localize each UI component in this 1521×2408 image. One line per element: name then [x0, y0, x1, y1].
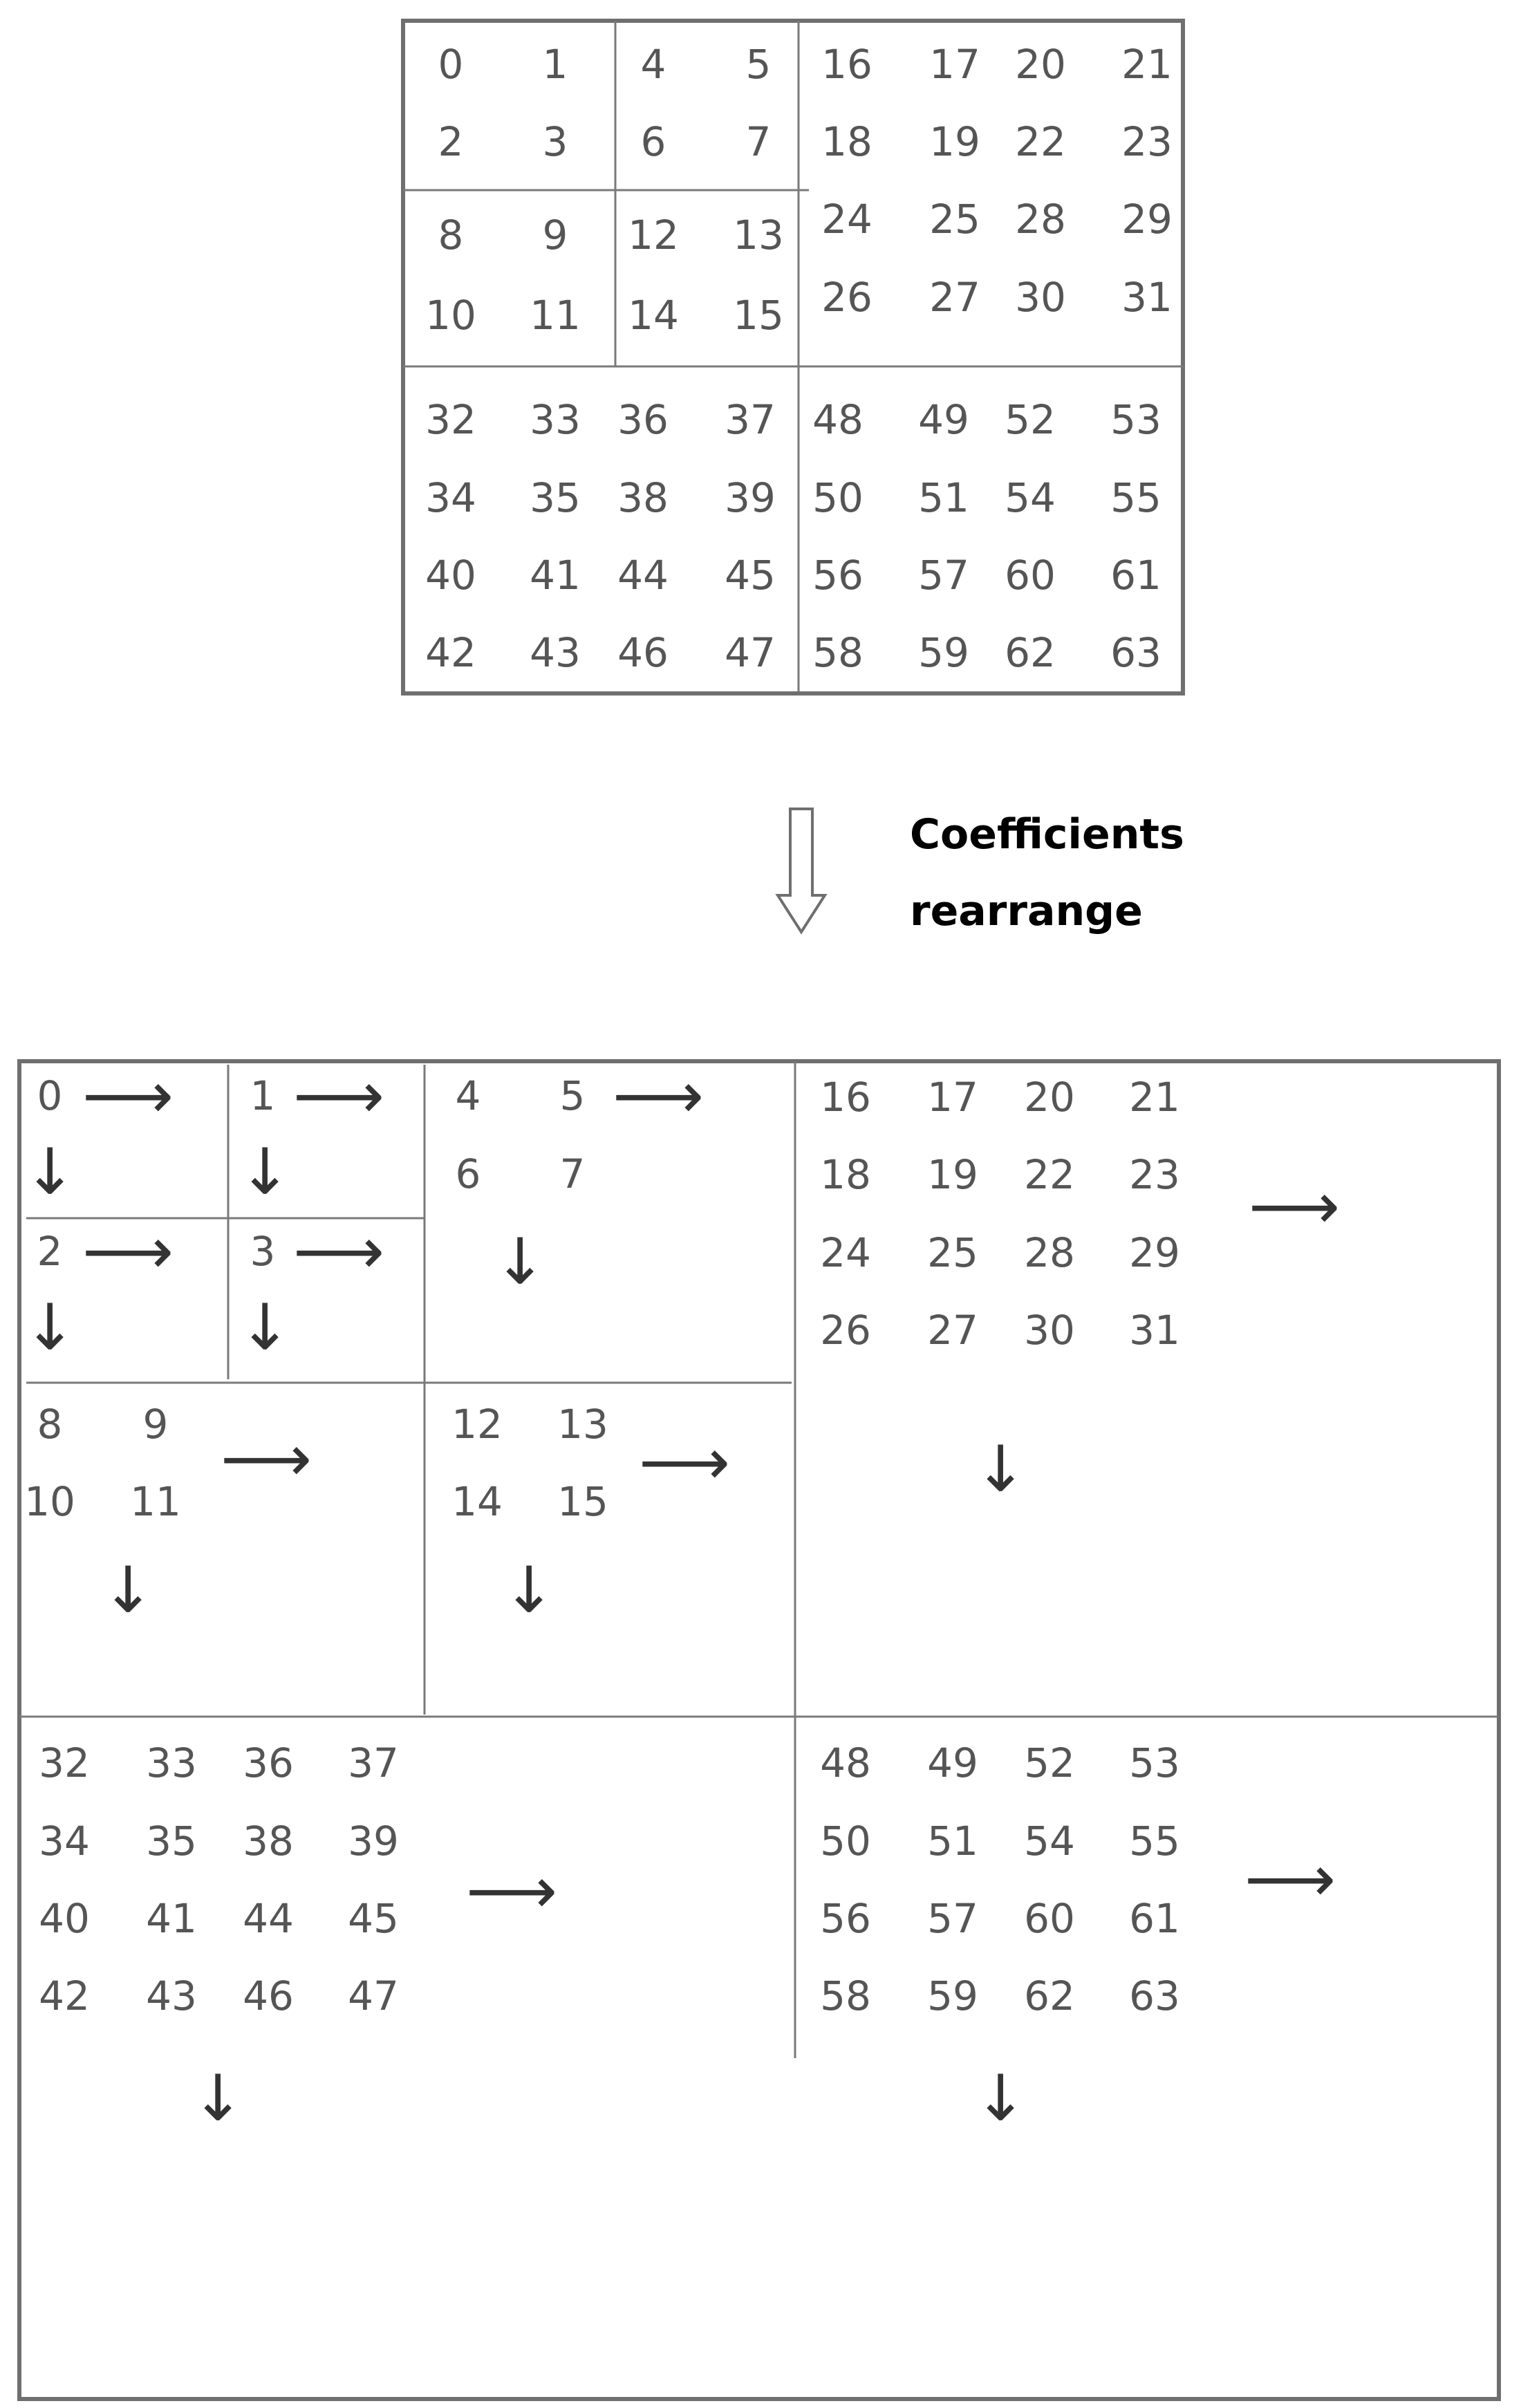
- top-coefficient-36: 36: [617, 396, 669, 443]
- right-arrow-block16: ⟶: [1249, 1169, 1340, 1244]
- bottom-coefficient-22: 22: [1024, 1151, 1075, 1198]
- top-coefficient-55: 55: [1110, 474, 1161, 521]
- top-coefficient-33: 33: [530, 396, 581, 443]
- bottom-coefficient-3: 3: [250, 1228, 276, 1275]
- bottom-coefficient-49: 49: [927, 1739, 978, 1786]
- top-coefficient-63: 63: [1110, 629, 1161, 676]
- top-coefficient-59: 59: [918, 629, 969, 676]
- down-arrow-after-1: ↓: [238, 1135, 292, 1209]
- bottom-coefficient-30: 30: [1024, 1307, 1075, 1354]
- transition: [778, 809, 1184, 935]
- top-coefficient-18: 18: [821, 118, 873, 165]
- top-coefficient-22: 22: [1015, 118, 1066, 165]
- top-coefficient-21: 21: [1121, 41, 1173, 88]
- top-coefficient-12: 12: [628, 212, 679, 259]
- top-coefficient-20: 20: [1015, 41, 1066, 88]
- bottom-coefficient-23: 23: [1129, 1151, 1180, 1198]
- bottom-coefficient-2: 2: [37, 1228, 63, 1275]
- bottom-coefficient-51: 51: [927, 1818, 978, 1865]
- top-coefficient-16: 16: [821, 41, 873, 88]
- top-coefficient-62: 62: [1005, 629, 1056, 676]
- top-coefficient-1: 1: [542, 41, 568, 88]
- down-arrow-block16: ↓: [973, 1432, 1027, 1506]
- top-coefficient-4: 4: [640, 41, 666, 88]
- hollow-down-arrow-icon: [778, 809, 825, 932]
- transition-label-line1: Coefficients: [910, 810, 1184, 859]
- top-coefficient-35: 35: [530, 474, 581, 521]
- bottom-coefficient-52: 52: [1024, 1739, 1075, 1786]
- bottom-coefficient-24: 24: [820, 1229, 871, 1276]
- down-arrow-block48: ↓: [973, 2061, 1027, 2136]
- bottom-coefficient-34: 34: [39, 1818, 90, 1865]
- top-coefficient-26: 26: [821, 274, 873, 321]
- bottom-coefficient-26: 26: [820, 1307, 871, 1354]
- top-coefficient-53: 53: [1110, 396, 1161, 443]
- right-arrow-after-3: ⟶: [293, 1214, 384, 1289]
- bottom-coefficient-50: 50: [820, 1818, 871, 1865]
- bottom-coefficient-41: 41: [146, 1895, 197, 1942]
- bottom-coefficient-19: 19: [927, 1151, 978, 1198]
- bottom-coefficient-55: 55: [1129, 1818, 1180, 1865]
- top-coefficient-49: 49: [918, 396, 969, 443]
- right-arrow-block4: ⟶: [613, 1058, 704, 1133]
- top-coefficient-19: 19: [929, 118, 980, 165]
- top-coefficient-39: 39: [725, 474, 776, 521]
- right-arrow-block48: ⟶: [1244, 1842, 1336, 1916]
- top-coefficient-0: 0: [438, 41, 464, 88]
- down-arrow-block8: ↓: [101, 1553, 155, 1627]
- bottom-coefficient-29: 29: [1129, 1229, 1180, 1276]
- bottom-coefficient-5: 5: [559, 1072, 586, 1119]
- bottom-coefficient-61: 61: [1129, 1895, 1180, 1942]
- bottom-coefficient-44: 44: [243, 1895, 294, 1942]
- top-coefficient-58: 58: [812, 629, 864, 676]
- top-coefficient-47: 47: [725, 629, 776, 676]
- right-arrow-block8: ⟶: [221, 1421, 312, 1496]
- bottom-coefficient-8: 8: [37, 1401, 63, 1448]
- down-arrow-block32: ↓: [191, 2061, 245, 2136]
- top-coefficient-38: 38: [617, 474, 669, 521]
- right-arrow-block12: ⟶: [639, 1425, 730, 1500]
- bottom-coefficient-42: 42: [39, 1972, 90, 2019]
- down-arrow-block4: ↓: [493, 1224, 547, 1299]
- right-arrow-after-2: ⟶: [82, 1214, 174, 1289]
- top-coefficient-9: 9: [542, 212, 568, 259]
- top-coefficient-56: 56: [812, 552, 864, 599]
- top-coefficient-60: 60: [1005, 552, 1056, 599]
- bottom-coefficient-11: 11: [130, 1478, 181, 1525]
- bottom-coefficient-28: 28: [1024, 1229, 1075, 1276]
- bottom-coefficient-1: 1: [250, 1072, 276, 1119]
- bottom-coefficient-17: 17: [927, 1074, 978, 1121]
- top-coefficient-2: 2: [438, 118, 464, 165]
- top-coefficient-41: 41: [530, 552, 581, 599]
- bottom-coefficient-20: 20: [1024, 1074, 1075, 1121]
- bottom-coefficient-33: 33: [146, 1739, 197, 1786]
- top-coefficient-29: 29: [1121, 196, 1173, 243]
- bottom-coefficient-62: 62: [1024, 1972, 1075, 2019]
- bottom-coefficient-10: 10: [24, 1478, 75, 1525]
- bottom-grid-lines: [19, 1058, 1499, 2399]
- top-coefficient-30: 30: [1015, 274, 1066, 321]
- down-arrow-after-3: ↓: [238, 1290, 292, 1365]
- bottom-coefficient-4: 4: [455, 1072, 481, 1119]
- bottom-coefficient-47: 47: [348, 1972, 399, 2019]
- down-arrow-after-0: ↓: [23, 1135, 77, 1209]
- top-coefficient-61: 61: [1110, 552, 1161, 599]
- down-arrow-after-2: ↓: [23, 1290, 77, 1365]
- bottom-coefficient-43: 43: [146, 1972, 197, 2019]
- bottom-coefficient-27: 27: [927, 1307, 978, 1354]
- bottom-grid-content: [23, 1059, 1339, 2136]
- top-coefficient-45: 45: [725, 552, 776, 599]
- bottom-coefficient-25: 25: [927, 1229, 978, 1276]
- top-coefficient-40: 40: [425, 552, 476, 599]
- bottom-coefficient-38: 38: [243, 1818, 294, 1865]
- top-coefficient-23: 23: [1121, 118, 1173, 165]
- bottom-coefficient-0: 0: [37, 1072, 63, 1119]
- bottom-coefficient-37: 37: [348, 1739, 399, 1786]
- bottom-coefficient-36: 36: [243, 1739, 294, 1786]
- bottom-coefficient-40: 40: [39, 1895, 90, 1942]
- bottom-coefficient-35: 35: [146, 1818, 197, 1865]
- top-coefficient-8: 8: [438, 212, 464, 259]
- bottom-coefficient-39: 39: [348, 1818, 399, 1865]
- top-coefficient-28: 28: [1015, 196, 1066, 243]
- top-coefficient-46: 46: [617, 629, 669, 676]
- bottom-coefficient-21: 21: [1129, 1074, 1180, 1121]
- bottom-coefficient-60: 60: [1024, 1895, 1075, 1942]
- top-coefficient-44: 44: [617, 552, 669, 599]
- top-coefficient-3: 3: [542, 118, 568, 165]
- top-coefficient-11: 11: [530, 292, 581, 339]
- top-coefficient-10: 10: [425, 292, 476, 339]
- top-coefficient-7: 7: [745, 118, 772, 165]
- top-coefficient-15: 15: [733, 292, 784, 339]
- top-coefficient-54: 54: [1005, 474, 1056, 521]
- bottom-coefficient-59: 59: [927, 1972, 978, 2019]
- top-coefficient-24: 24: [821, 196, 873, 243]
- bottom-coefficient-46: 46: [243, 1972, 294, 2019]
- top-coefficient-50: 50: [812, 474, 864, 521]
- top-coefficient-5: 5: [745, 41, 772, 88]
- bottom-coefficient-63: 63: [1129, 1972, 1180, 2019]
- right-arrow-after-1: ⟶: [293, 1058, 384, 1133]
- top-coefficient-14: 14: [628, 292, 679, 339]
- right-arrow-after-0: ⟶: [82, 1058, 174, 1133]
- bottom-coefficient-9: 9: [142, 1401, 169, 1448]
- top-coefficient-48: 48: [812, 396, 864, 443]
- top-coefficient-25: 25: [929, 196, 980, 243]
- bottom-coefficient-54: 54: [1024, 1818, 1075, 1865]
- top-coefficient-27: 27: [929, 274, 980, 321]
- bottom-coefficient-6: 6: [455, 1150, 481, 1197]
- top-coefficient-52: 52: [1005, 396, 1056, 443]
- bottom-coefficient-58: 58: [820, 1972, 871, 2019]
- bottom-coefficient-31: 31: [1129, 1307, 1180, 1354]
- transition-label-line2: rearrange: [910, 887, 1143, 935]
- top-coefficient-31: 31: [1121, 274, 1173, 321]
- right-arrow-block32: ⟶: [466, 1854, 557, 1928]
- bottom-coefficient-32: 32: [39, 1739, 90, 1786]
- bottom-coefficient-18: 18: [820, 1151, 871, 1198]
- top-coefficient-6: 6: [640, 118, 666, 165]
- bottom-coefficient-45: 45: [348, 1895, 399, 1942]
- bottom-coefficient-57: 57: [927, 1895, 978, 1942]
- top-coefficient-57: 57: [918, 552, 969, 599]
- bottom-coefficient-13: 13: [557, 1401, 608, 1448]
- bottom-coefficient-15: 15: [557, 1478, 608, 1525]
- bottom-coefficient-48: 48: [820, 1739, 871, 1786]
- bottom-coefficient-12: 12: [451, 1401, 503, 1448]
- down-arrow-block12: ↓: [502, 1553, 556, 1627]
- bottom-coefficient-53: 53: [1129, 1739, 1180, 1786]
- top-coefficient-51: 51: [918, 474, 969, 521]
- bottom-coefficient-56: 56: [820, 1895, 871, 1942]
- top-coefficient-42: 42: [425, 629, 476, 676]
- top-coefficient-43: 43: [530, 629, 581, 676]
- top-coefficient-34: 34: [425, 474, 476, 521]
- bottom-coefficient-14: 14: [451, 1478, 503, 1525]
- top-coefficient-37: 37: [725, 396, 776, 443]
- top-coefficient-13: 13: [733, 212, 784, 259]
- bottom-coefficient-7: 7: [559, 1150, 586, 1197]
- top-coefficient-32: 32: [425, 396, 476, 443]
- top-coefficient-17: 17: [929, 41, 980, 88]
- bottom-grid-frame: [19, 1058, 1499, 2399]
- bottom-coefficient-16: 16: [820, 1074, 871, 1121]
